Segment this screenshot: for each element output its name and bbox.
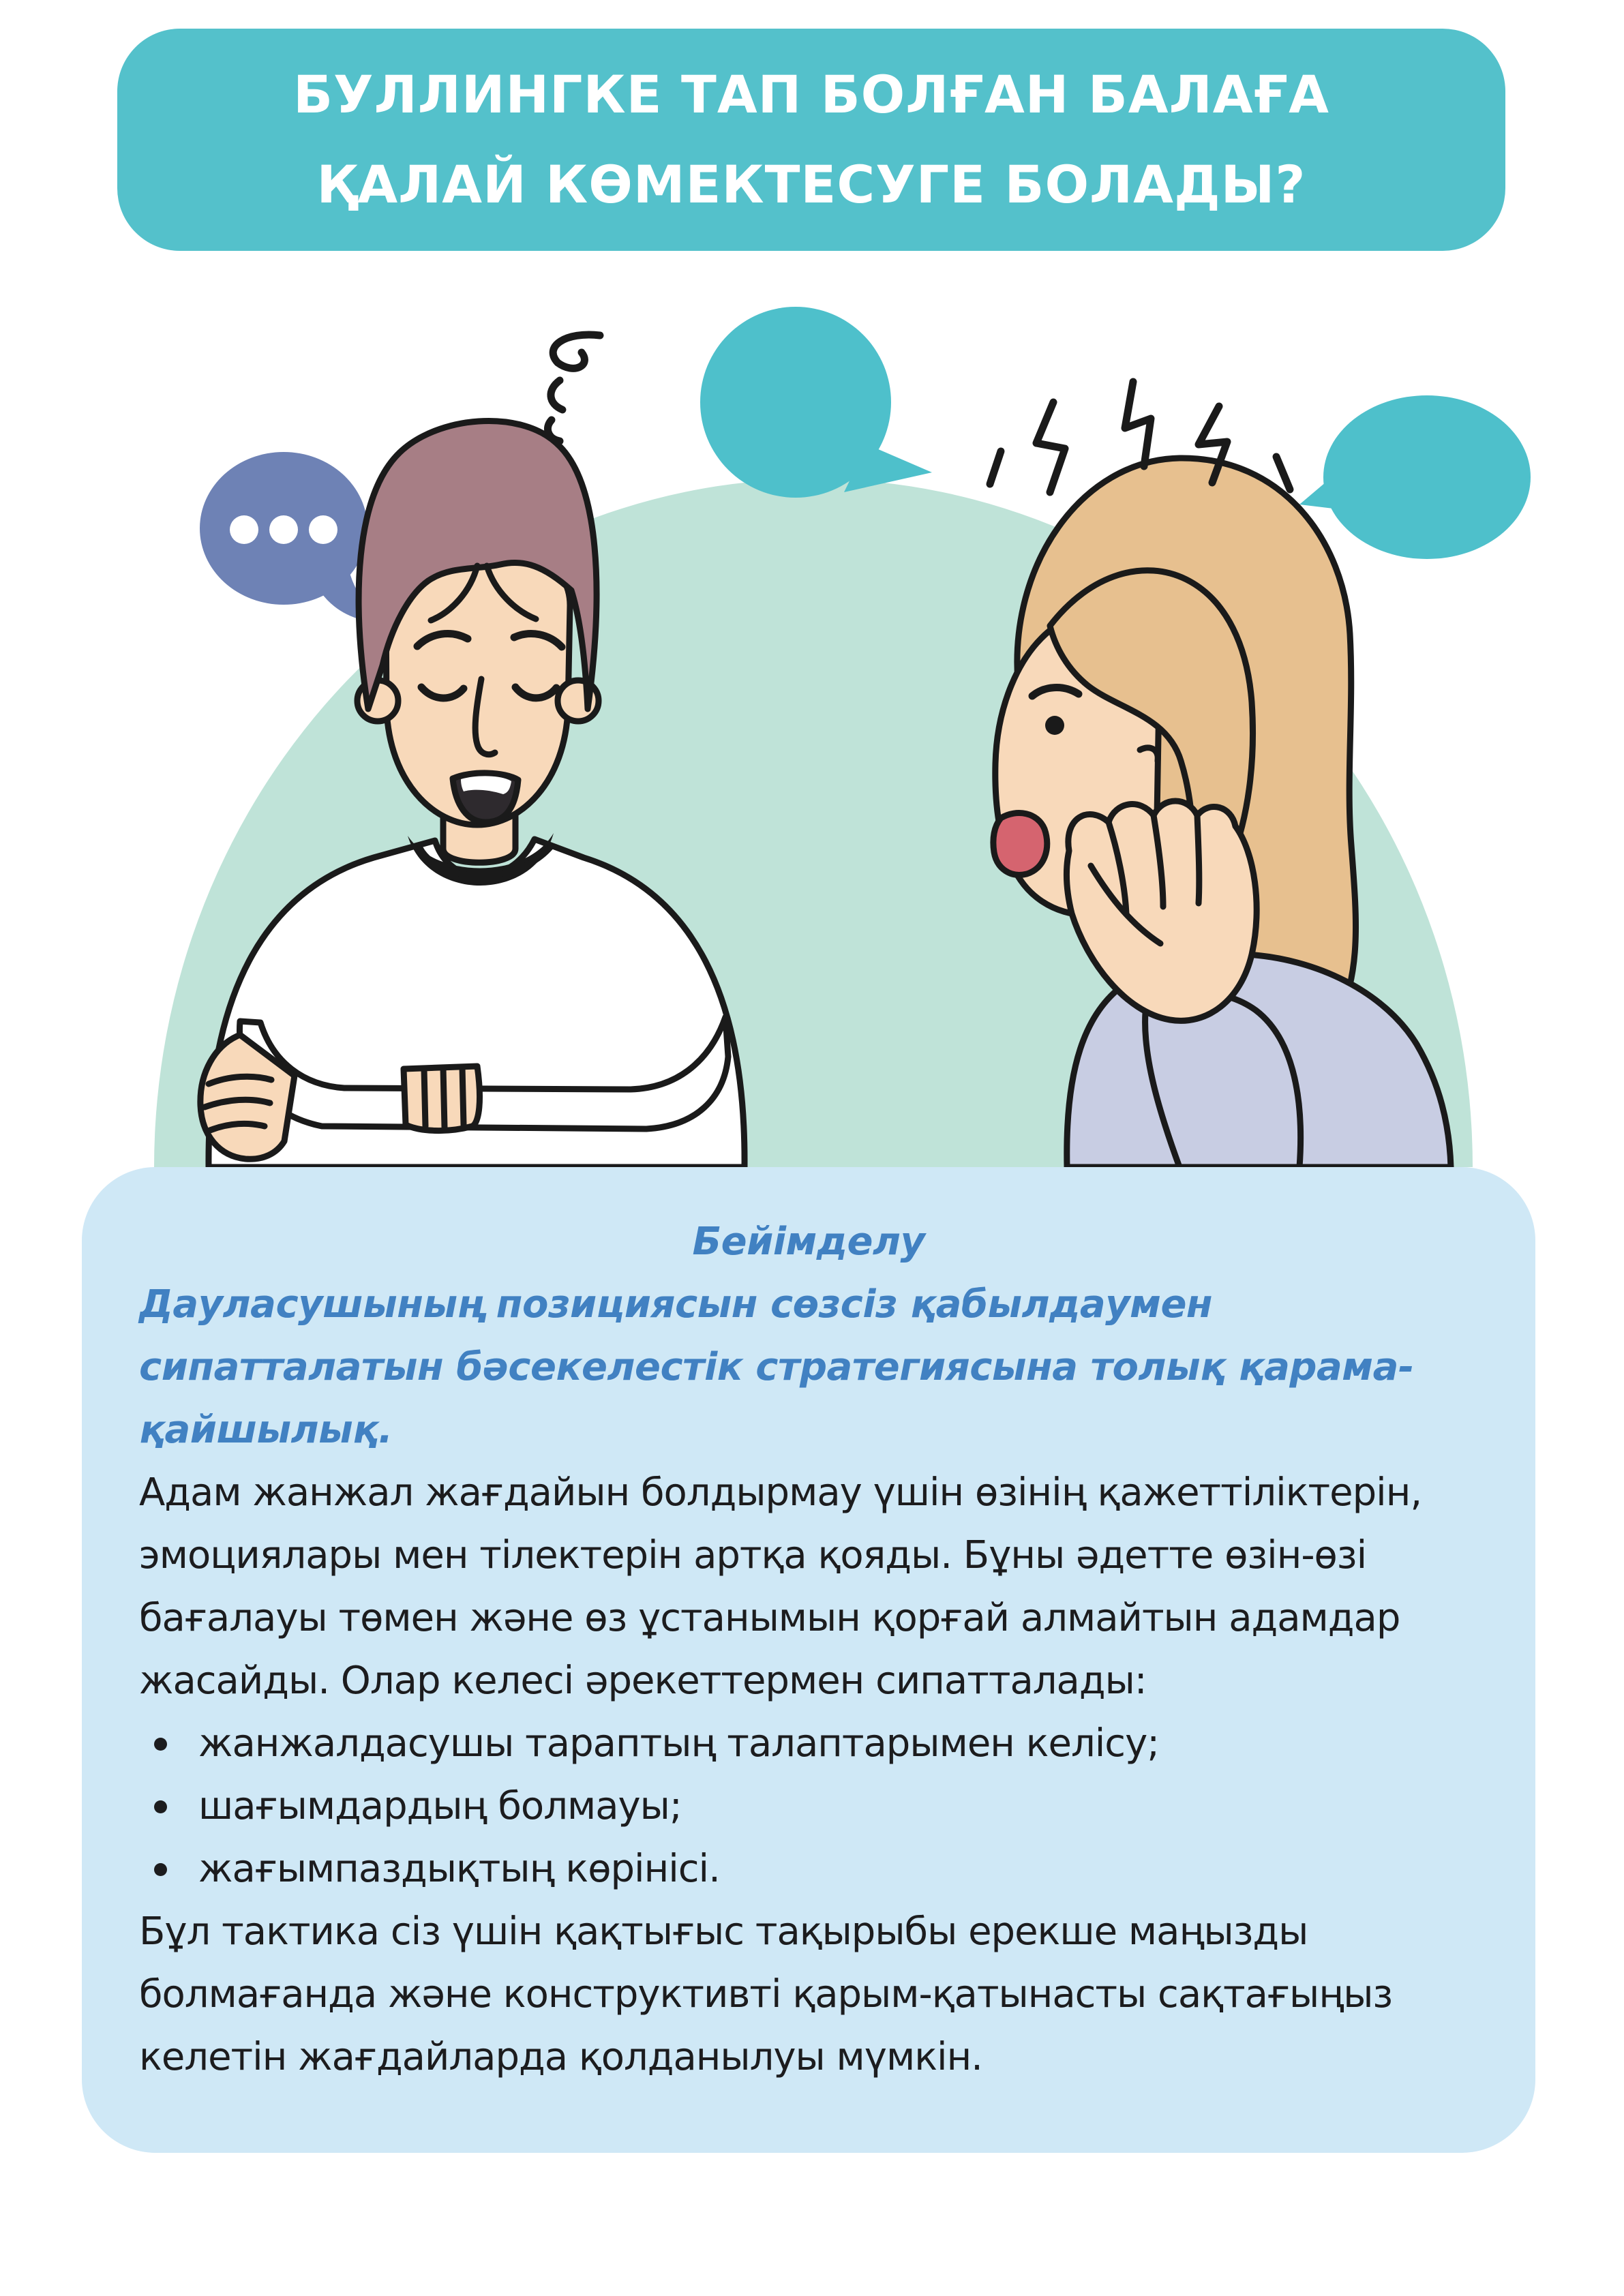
frustration-squiggle-icon <box>547 335 600 441</box>
section-heading: Бейімделу <box>692 1220 925 1264</box>
list-item <box>139 1712 1478 1775</box>
bullet-dot-icon <box>154 1800 167 1813</box>
page-title-line1: БУЛЛИНГКЕ ТАП БОЛҒАН БАЛАҒА <box>293 64 1329 125</box>
lead-paragraph: Дауласушының позициясын сөзсіз қабылдаумен сипатталатын бәсекелестік стратегиясына толық қарама-қайшылық. <box>139 1282 1414 1452</box>
body-paragraph-1: Адам жанжал жағдайын болдырмау үшін өзінің қажеттіліктерін, эмоциялары мен тілектерін артқа қояды. Бұны әдетте өзін-өзі бағалауы төмен және өз ұстанымын қорғай алмайтын адамдар жасайды. Олар келесі әрекеттермен сипатталады: <box>139 1470 1422 1703</box>
speech-bubble-right-icon <box>1299 395 1531 559</box>
bullet-list <box>139 1712 1478 1901</box>
page-title-line2: ҚАЛАЙ КӨМЕКТЕСУГЕ БОЛАДЫ? <box>316 154 1306 215</box>
list-item-text: шағымдардың болмауы; <box>198 1784 682 1828</box>
list-item-text: жағымпаздықтың көрінісі. <box>198 1847 720 1891</box>
list-item-text: жанжалдасушы тараптың талаптарымен келісу; <box>198 1721 1160 1766</box>
conflict-illustration <box>0 273 1624 1167</box>
speech-bubble-center-icon <box>700 307 932 498</box>
typing-dots-bubble-icon <box>200 452 382 623</box>
header-banner <box>117 29 1505 251</box>
content-box <box>82 1167 1535 2153</box>
list-item <box>139 1775 1478 1838</box>
bullet-dot-icon <box>154 1738 167 1751</box>
body-paragraph-2: Бұл тактика сіз үшін қақтығыс тақырыбы ерекше маңызды болмағанда және конструктивті қарым-қатынасты сақтағыңыз келетін жағдайларда қолданылуы мүмкін. <box>139 1909 1393 2079</box>
bullet-dot-icon <box>154 1863 167 1876</box>
list-item <box>139 1838 1478 1901</box>
